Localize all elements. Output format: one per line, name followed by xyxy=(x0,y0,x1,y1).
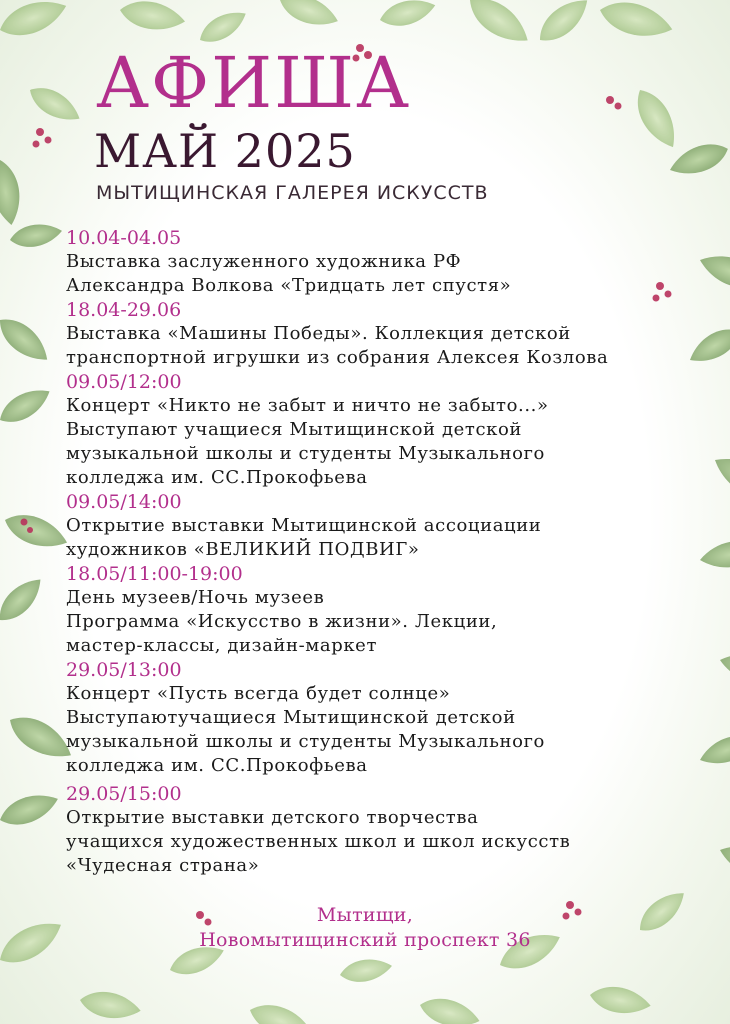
event-description: Выставка «Машины Победы». Коллекция детской xyxy=(66,323,571,344)
event-description: транспортной игрушки из собрания Алексея Козлова xyxy=(66,347,609,368)
event-description: День музеев/Ночь музеев xyxy=(66,587,325,608)
event-item xyxy=(66,782,666,878)
event-description: «Чудесная страна» xyxy=(66,855,260,876)
event-description: Открытие выставки Мытищинской ассоциации xyxy=(66,515,542,536)
event-date: 09.05/14:00 xyxy=(66,491,182,513)
event-item xyxy=(66,226,666,298)
event-description: Программа «Искусство в жизни». Лекции, xyxy=(66,611,498,632)
poster-title: АФИША xyxy=(96,42,412,124)
event-item xyxy=(66,658,666,778)
event-description: Концерт «Никто не забыт и ничто не забыто...» xyxy=(66,395,549,416)
event-description: Выступаютучащиеся Мытищинской детской xyxy=(66,707,516,728)
event-description: Выступают учащиеся Мытищинской детской xyxy=(66,419,523,440)
event-description: Концерт «Пусть всегда будет солнце» xyxy=(66,683,451,704)
event-description: Александра Волкова «Тридцать лет спустя» xyxy=(66,275,512,296)
event-description: музыкальной школы и студенты Музыкального xyxy=(66,731,545,752)
event-date: 18.05/11:00-19:00 xyxy=(66,563,243,585)
events-list xyxy=(66,226,666,878)
event-item xyxy=(66,490,666,562)
gallery-name: МЫТИЩИНСКАЯ ГАЛЕРЕЯ ИСКУССТВ xyxy=(96,182,489,204)
event-description: колледжа им. СС.Прокофьева xyxy=(66,755,368,776)
event-description: музыкальной школы и студенты Музыкального xyxy=(66,443,545,464)
event-date: 09.05/12:00 xyxy=(66,371,182,393)
month-heading: МАЙ 2025 xyxy=(94,124,356,178)
event-description: мастер-классы, дизайн-маркет xyxy=(66,635,377,656)
event-description: учащихся художественных школ и школ искусств xyxy=(66,831,571,852)
leaf-group-right xyxy=(666,137,730,885)
event-date: 10.04-04.05 xyxy=(66,227,182,249)
event-description: Выставка заслуженного художника РФ xyxy=(66,251,462,272)
event-date: 29.05/13:00 xyxy=(66,659,182,681)
event-date: 29.05/15:00 xyxy=(66,783,182,805)
address-street: Новомытищинский проспект 36 xyxy=(199,929,531,951)
event-item xyxy=(66,562,666,658)
event-description: Открытие выставки детского творчества xyxy=(66,807,479,828)
address-city: Мытищи, xyxy=(316,904,414,926)
event-date: 18.04-29.06 xyxy=(66,299,182,321)
event-item xyxy=(66,298,666,370)
event-description: художников «ВЕЛИКИЙ ПОДВИГ» xyxy=(66,539,420,560)
event-item xyxy=(66,370,666,490)
event-description: колледжа им. СС.Прокофьева xyxy=(66,467,368,488)
